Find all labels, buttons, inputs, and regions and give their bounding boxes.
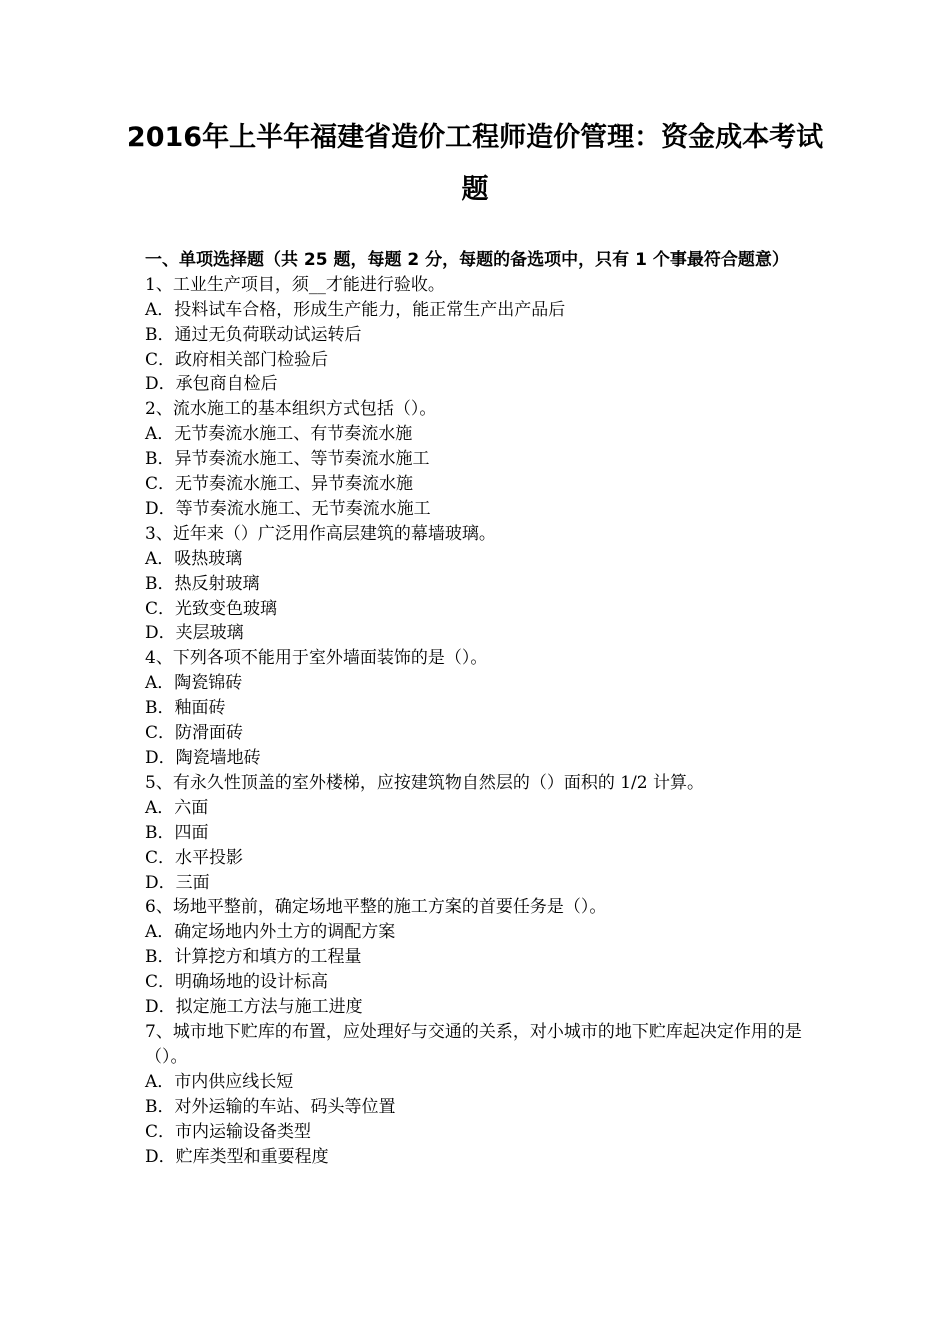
option-a: A．六面 xyxy=(145,797,209,818)
option-b: B．热反射玻璃 xyxy=(145,573,260,594)
section-heading: 一、单项选择题（共 25 题，每题 2 分，每题的备选项中，只有 1 个事最符合题意） xyxy=(145,250,789,270)
option-b: B．异节奏流水施工、等节奏流水施工 xyxy=(145,449,430,470)
question-2 xyxy=(145,397,810,522)
option-b: B．釉面砖 xyxy=(145,698,226,719)
option-a: A．无节奏流水施工、有节奏流水施 xyxy=(145,424,413,445)
question-stem: 6、场地平整前，确定场地平整的施工方案的首要任务是（）。 xyxy=(145,897,607,918)
option-d: D．三面 xyxy=(145,872,210,893)
question-stem: 1、工业生产项目，须__才能进行验收。 xyxy=(145,274,445,295)
question-stem: 5、有永久性顶盖的室外楼梯，应按建筑物自然层的（）面积的 1/2 计算。 xyxy=(145,772,704,793)
question-7 xyxy=(145,1020,810,1169)
option-a: A．吸热玻璃 xyxy=(145,548,243,569)
question-3 xyxy=(145,522,810,647)
option-d: D．等节奏流水施工、无节奏流水施工 xyxy=(145,498,431,519)
option-d: D．拟定施工方法与施工进度 xyxy=(145,997,363,1018)
option-c: C．光致变色玻璃 xyxy=(145,598,278,619)
question-stem: 3、近年来（）广泛用作高层建筑的幕墙玻璃。 xyxy=(145,523,496,544)
option-d: D．承包商自检后 xyxy=(145,374,278,395)
option-c: C．市内运输设备类型 xyxy=(145,1121,312,1142)
option-d: D．陶瓷墙地砖 xyxy=(145,748,261,769)
option-a: A．市内供应线长短 xyxy=(145,1071,294,1092)
document-body xyxy=(145,248,810,1169)
option-a: A．投料试车合格，形成生产能力，能正常生产出产品后 xyxy=(145,299,566,320)
question-1 xyxy=(145,273,810,398)
document-title: 2016年上半年福建省造价工程师造价管理：资金成本考试题 xyxy=(126,122,824,205)
question-4 xyxy=(145,646,810,771)
option-b: B．四面 xyxy=(145,822,209,843)
option-a: A．陶瓷锦砖 xyxy=(145,673,243,694)
option-c: C．无节奏流水施工、异节奏流水施 xyxy=(145,474,414,495)
option-c: C．防滑面砖 xyxy=(145,723,244,744)
question-stem: 4、下列各项不能用于室外墙面装饰的是（）。 xyxy=(145,648,488,669)
option-c: C．明确场地的设计标高 xyxy=(145,972,329,993)
option-b: B．通过无负荷联动试运转后 xyxy=(145,324,362,345)
option-b: B．对外运输的车站、码头等位置 xyxy=(145,1096,396,1117)
option-d: D．贮库类型和重要程度 xyxy=(145,1146,329,1167)
option-b: B．计算挖方和填方的工程量 xyxy=(145,947,362,968)
option-c: C．水平投影 xyxy=(145,847,244,868)
question-5 xyxy=(145,771,810,896)
question-stem: 2、流水施工的基本组织方式包括（）。 xyxy=(145,399,437,420)
question-stem: 7、城市地下贮库的布置，应处理好与交通的关系，对小城市的地下贮库起决定作用的是（）。 xyxy=(145,1021,802,1067)
option-d: D．夹层玻璃 xyxy=(145,623,244,644)
question-6 xyxy=(145,895,810,1020)
option-c: C．政府相关部门检验后 xyxy=(145,349,329,370)
option-a: A．确定场地内外土方的调配方案 xyxy=(145,922,396,943)
